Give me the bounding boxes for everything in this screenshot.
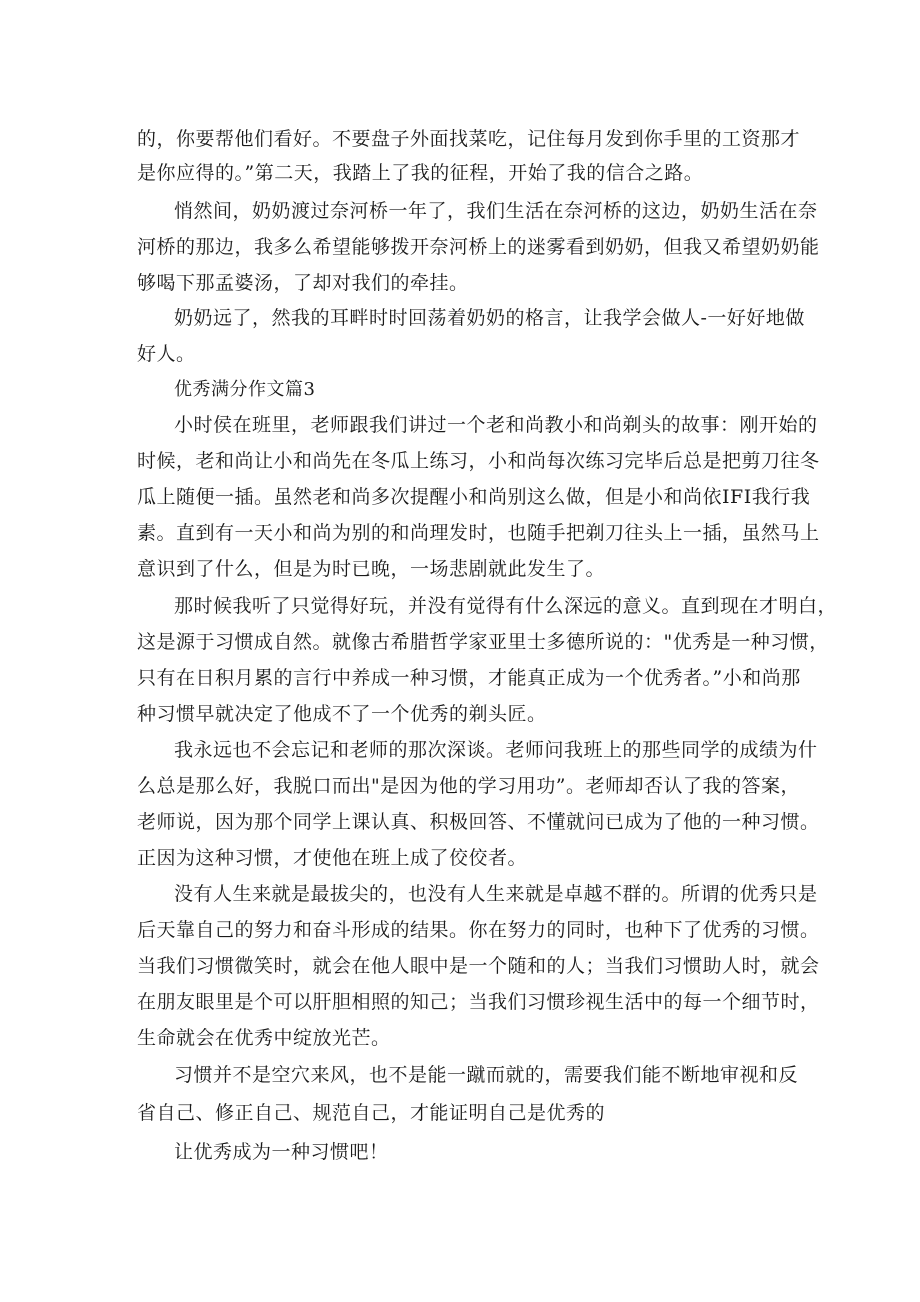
text-line: 正因为这种习惯，才使他在班上成了佼佼者。	[137, 847, 528, 869]
paragraph-start-line: 小时侯在班里，老师跟我们讲过一个老和尚教小和尚剃头的故事：刚开始的	[174, 414, 818, 436]
text-line: 素。直到有一天小和尚为别的和尚理发时，也随手把剃刀往头上一插，虽然马上	[137, 522, 820, 544]
paragraph-start-line: 那时候我听了只觉得好玩，并没有觉得有什么深远的意义。直到现在才明白，	[174, 595, 838, 617]
text-line: 后天靠自己的努力和奋斗形成的结果。你在努力的同时，也种下了优秀的习惯。	[137, 919, 820, 941]
text-line: 好人。	[137, 343, 196, 365]
text-line: 是你应得的。”第二天，我踏上了我的征程，开始了我的信合之路。	[137, 162, 704, 184]
text-line: 老师说，因为那个同学上课认真、积极回答、不懂就问已成为了他的一种习惯。	[137, 811, 820, 833]
paragraph-start-line: 我永远也不会忘记和老师的那次深谈。老师问我班上的那些同学的成绩为什	[174, 739, 818, 761]
text-line: 的，你要帮他们看好。不要盘子外面找菜吃，记住每月发到你手里的工资那才	[137, 128, 801, 150]
section-heading: 优秀满分作文篇3	[174, 379, 316, 400]
paragraph-start-line: 习惯并不是空穴来风，也不是能一蹴而就的，需要我们能不断地审视和反	[174, 1064, 799, 1086]
text-line: 省自己、修正自己、规范自己，才能证明自己是优秀的	[137, 1102, 606, 1124]
paragraph-start-line: 奶奶远了，然我的耳畔时时回荡着奶奶的格言，让我学会做人-一好好地做	[174, 307, 805, 329]
paragraph-start-line: 悄然间，奶奶渡过奈河桥一年了，我们生活在奈河桥的这边，奶奶生活在奈	[174, 200, 818, 222]
text-line: 么总是那么好，我脱口而出"是因为他的学习用功”。老师却否认了我的答案，	[137, 775, 800, 797]
text-line: 河桥的那边，我多么希望能够拨开奈河桥上的迷雾看到奶奶，但我又希望奶奶能	[137, 236, 820, 258]
text-line: 只有在日积月累的言行中养成一种习惯，才能真正成为一个优秀者。”小和尚那	[137, 667, 801, 689]
text-line: 够喝下那孟婆汤，了却对我们的牵挂。	[137, 272, 469, 294]
text-line: 瓜上随便一插。虽然老和尚多次提醒小和尚别这么做，但是小和尚依IFI我行我	[137, 486, 811, 508]
text-line: 当我们习惯微笑时，就会在他人眼中是一个随和的人；当我们习惯助人时，就会	[137, 955, 820, 977]
text-line: 在朋友眼里是个可以肝胆相照的知己；当我们习惯珍视生活中的每一个细节时，	[137, 991, 820, 1013]
paragraph-start-line: 没有人生来就是最拔尖的，也没有人生来就是卓越不群的。所谓的优秀只是	[174, 883, 818, 905]
closing-line: 让优秀成为一种习惯吧！	[174, 1141, 389, 1163]
text-line: 时候，老和尚让小和尚先在冬瓜上练习，小和尚每次练习完毕后总是把剪刀往冬	[137, 450, 820, 472]
text-line: 种习惯早就决定了他成不了一个优秀的剃头匠。	[137, 703, 547, 725]
text-line: 意识到了什么，但是为时已晚，一场悲剧就此发生了。	[137, 558, 606, 580]
text-line: 生命就会在优秀中绽放光芒。	[137, 1027, 391, 1049]
text-line: 这是源于习惯成自然。就像古希腊哲学家亚里士多德所说的："优秀是一种习惯，	[137, 631, 829, 653]
